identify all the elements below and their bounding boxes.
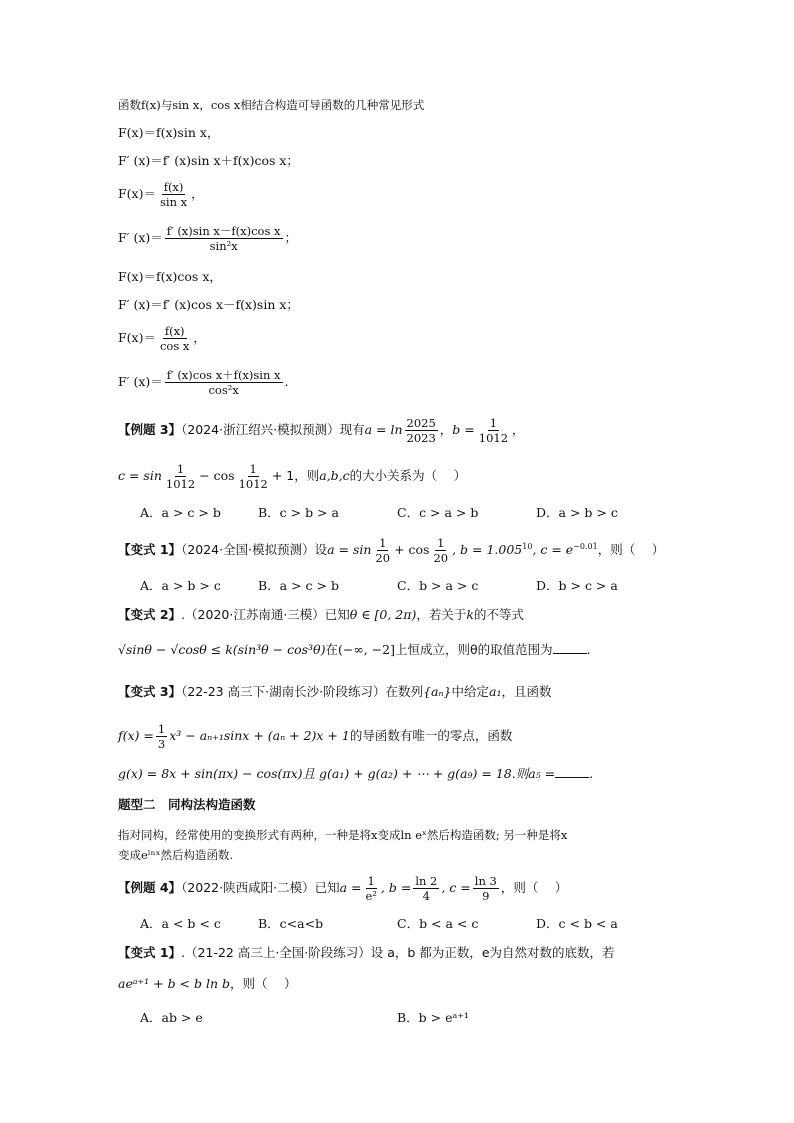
fraction: $\frac{\ln 3}{9}$ [474, 874, 497, 903]
example-4-option-c[interactable]: C．b < a < c [397, 916, 479, 931]
variant-4-inequality: aeᵃ⁺¹ + b < b ln b，则（ ） [118, 976, 297, 991]
fraction: $\frac{1}{20}$ [433, 536, 449, 565]
fraction: $\frac{f(x)}{\text{sin x}}$ [159, 180, 188, 209]
variant-tag: 【变式 1】 [118, 542, 182, 557]
topic-2-desc-1: 指对同构，经常使用的变换形式有两种，一种是将x变成ln eˣ然后构造函数; 另一种是将x [118, 828, 568, 842]
fraction: $\frac{1}{1012}$ [238, 462, 268, 491]
variant-1-option-b[interactable]: B．a > c > b [258, 578, 339, 593]
variant-1-option-d[interactable]: D．b > c > a [536, 578, 618, 593]
variant-3-header: 【变式 3】（22-23 高三下·湖南长沙·阶段练习）在数列{aₙ}中给定a₁，且函数 [118, 684, 552, 699]
answer-blank[interactable] [555, 765, 589, 778]
example-4-option-b[interactable]: B．c<a<b [258, 916, 324, 931]
variant-2-inequality: √sinθ − √cosθ ≤ k(sin³θ − cos³θ)在(−∞, −2]上恒成立，则θ的取值范围为 . [118, 642, 591, 657]
fraction: $\frac{2025}{2023}$ [406, 416, 436, 445]
variant-1-option-c[interactable]: C．b > a > c [397, 578, 479, 593]
example-tag: 【例题 4】 [118, 880, 182, 895]
fraction: $\frac{\text{f′ (x)sin x－f(x)cos x}}{\text{sin²x}}$ [166, 224, 281, 253]
fraction: $\frac{1}{\text{e²}}$ [365, 874, 377, 903]
example-4-option-a[interactable]: A．a < b < c [140, 916, 221, 931]
fraction: $\frac{\text{f′ (x)cos x＋f(x)sin x}}{\text{cos²x}}$ [166, 368, 281, 397]
formula-f3-derivative: F′ (x)＝f′ (x)cos x－f(x)sin x； [118, 297, 299, 312]
variant-tag: 【变式 1】 [118, 945, 182, 960]
fraction: $\frac{1}{1012}$ [165, 462, 196, 491]
topic-2-title: 题型二 同构法构造函数 [118, 797, 256, 812]
example-3-option-d[interactable]: D．a > b > c [536, 505, 618, 520]
formula-f4-derivative: F′ (x)＝ $\frac{\text{f′ (x)cos x＋f(x)sin x}}{\text{cos²x}}$ . [118, 368, 289, 397]
formula-f2-derivative: F′ (x)＝ $\frac{\text{f′ (x)sin x－f(x)cos x}}{\text{sin²x}}$ ； [118, 224, 298, 253]
topic-2-desc-2: 变成eˡⁿˣ然后构造函数. [118, 848, 234, 862]
answer-blank[interactable] [553, 641, 587, 654]
example-3-option-b[interactable]: B．c > b > a [258, 505, 339, 520]
formula-f2: F(x)＝ $\frac{f(x)}{\text{sin x}}$ ， [118, 180, 204, 209]
example-3-header: 【例题 3】（2024·浙江绍兴·模拟预测）现有a = ln $\frac{2025}{2023}$ ，b = $\frac{1}{1012}$ ， [118, 416, 525, 445]
fraction: $\frac{1}{20}$ [375, 536, 391, 565]
example-3-option-c[interactable]: C．c > a > b [397, 505, 479, 520]
formula-f3: F(x)＝f(x)cos x， [118, 269, 222, 284]
variant-4-header: 【变式 1】.（21-22 高三上·全国·阶段练习）设 a，b 都为正数，e为自然对数的底数，若 [118, 945, 615, 960]
example-3-option-a[interactable]: A．a > c > b [140, 505, 221, 520]
fraction: $\frac{1}{3}$ [157, 722, 166, 751]
example-3-c-line: c = sin $\frac{1}{1012}$ − cos $\frac{1}{1012}$ + 1，则a,b,c的大小关系为（ ） [118, 462, 467, 491]
example-4-header: 【例题 4】（2022·陕西咸阳·二模）已知a = $\frac{1}{\text{e²}}$ , b = $\frac{\ln 2}{4}$ , c = $\frac{\ln 3}{9}$ ，则（ ） [118, 874, 568, 903]
variant-tag: 【变式 3】 [118, 684, 182, 699]
variant-2-header: 【变式 2】.（2020·江苏南通·三模）已知θ ∈ [0, 2π)，若关于k的不等式 [118, 607, 524, 622]
variant-4-option-b[interactable]: B．b > eᵃ⁺¹ [397, 1010, 469, 1025]
fraction: $\frac{\ln 2}{4}$ [415, 874, 438, 903]
formula-f4: F(x)＝ $\frac{f(x)}{\text{cos x}}$ ， [118, 324, 206, 353]
variant-3-function-g: g(x) = 8x + sin(πx) − cos(πx)且 g(a₁) + g(a₂) + ⋯ + g(a₉) = 18.则a₅ = . [118, 766, 594, 781]
variant-4-option-a[interactable]: A．ab > e [140, 1010, 203, 1025]
variant-1-option-a[interactable]: A．a > b > c [140, 578, 221, 593]
fraction: $\frac{1}{1012}$ [478, 416, 509, 445]
example-tag: 【例题 3】 [118, 422, 182, 437]
example-4-option-d[interactable]: D．c < b < a [536, 916, 618, 931]
variant-tag: 【变式 2】 [118, 607, 182, 622]
formula-f1: F(x)＝f(x)sin x， [118, 125, 220, 140]
variant-1-header: 【变式 1】（2024·全国·模拟预测）设a = sin $\frac{1}{20}$ + cos $\frac{1}{20}$ , $b = 1.005^{10}$, $c = e^{-0.01}$，则（ ） [118, 536, 665, 565]
variant-3-function-f: f(x) = $\frac{1}{3}$ x³ − aₙ₊₁sinx + (aₙ + 2)x + 1的导函数有唯一的零点，函数 [118, 722, 513, 751]
fraction: $\frac{f(x)}{\text{cos x}}$ [159, 324, 190, 353]
intro-heading: 函数f(x)与sin x，cos x相结合构造可导函数的几种常见形式 [118, 98, 425, 112]
formula-f1-derivative: F′ (x)＝f′ (x)sin x＋f(x)cos x； [118, 153, 299, 168]
